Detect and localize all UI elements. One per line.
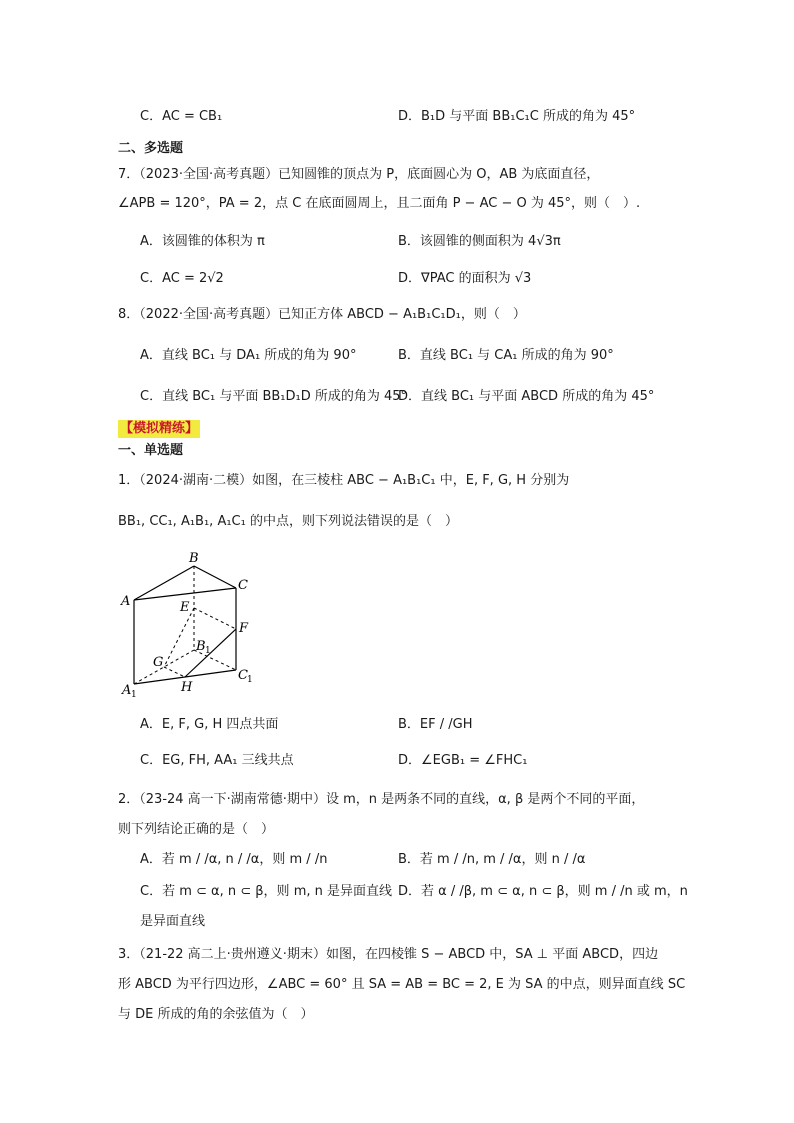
prism-figure: [118, 548, 268, 698]
q8-option-d: D．直线 BC₁ 与平面 ABCD 所成的角为 45°: [398, 389, 655, 404]
label-E: E: [180, 600, 190, 615]
q6-option-c: C．AC = CB₁: [140, 109, 223, 124]
section-single-choice: 一、单选题: [118, 443, 184, 458]
q7-option-b: B．该圆锥的侧面积为 4√3π: [398, 234, 561, 249]
p2-stem-line1: 2．（23-24 高一下·湖南常德·期中）设 m，n 是两条不同的直线，α, β 是两个不同的平面，: [118, 792, 645, 807]
label-G: G: [153, 655, 164, 670]
q7-stem-line1: 7．（2023·全国·高考真题）已知圆锥的顶点为 P，底面圆心为 O，AB 为底面直径，: [118, 167, 600, 182]
p1-option-a: A．E, F, G, H 四点共面: [140, 717, 279, 732]
q7-option-a: A．该圆锥的体积为 π: [140, 234, 265, 249]
label-B1: B: [196, 639, 206, 654]
label-B: B: [189, 551, 199, 566]
label-C1: C: [238, 668, 248, 683]
p1-stem-line1: 1．（2024·湖南·二模）如图，在三棱柱 ABC − A₁B₁C₁ 中，E, F, G, H 分别为: [118, 473, 570, 488]
p2-option-b: B．若 m / /n, m / /α，则 n / /α: [398, 852, 586, 867]
p3-stem-line2: 形 ABCD 为平行四边形，∠ABC = 60° 且 SA = AB = BC = 2, E 为 SA 的中点，则异面直线 SC: [118, 977, 686, 992]
q8-option-a: A．直线 BC₁ 与 DA₁ 所成的角为 90°: [140, 348, 357, 363]
q7-option-c: C．AC = 2√2: [140, 271, 224, 286]
edge-BC: [194, 566, 236, 588]
p1-option-d: D．∠EGB₁ = ∠FHC₁: [398, 753, 528, 768]
label-F: F: [239, 621, 249, 636]
q7-stem-line2: ∠APB = 120°，PA = 2，点 C 在底面圆周上，且二面角 P − AC − O 为 45°，则（ ）.: [118, 196, 641, 211]
label-A1: A: [122, 683, 132, 698]
section-multi-choice: 二、多选题: [118, 141, 184, 156]
p2-option-c: C．若 m ⊂ α, n ⊂ β，则 m, n 是异面直线: [140, 884, 392, 899]
segment-GH: [164, 667, 185, 677]
q8-stem: 8．（2022·全国·高考真题）已知正方体 ABCD − A₁B₁C₁D₁，则（ ）: [118, 307, 526, 322]
segment-EF: [194, 608, 236, 629]
p1-option-c: C．EG, FH, AA₁ 三线共点: [140, 753, 294, 768]
edge-AC: [134, 588, 236, 600]
segment-EG: [164, 608, 194, 667]
p3-stem-line1: 3．（21-22 高二上·贵州遵义·期末）如图，在四棱锥 S − ABCD 中，SA ⊥ 平面 ABCD，四边: [118, 947, 659, 962]
label-C: C: [238, 578, 248, 593]
p2-option-a: A．若 m / /α, n / /α，则 m / /n: [140, 852, 328, 867]
edge-AB: [134, 566, 194, 600]
q8-option-b: B．直线 BC₁ 与 CA₁ 所成的角为 90°: [398, 348, 614, 363]
p1-option-b: B．EF / /GH: [398, 717, 473, 732]
p2-option-d-continued: 是异面直线: [140, 914, 206, 929]
q8-option-c: C．直线 BC₁ 与平面 BB₁D₁D 所成的角为 45°: [140, 389, 408, 404]
p3-stem-line3: 与 DE 所成的角的余弦值为（ ）: [118, 1007, 314, 1022]
label-A1-sub: 1: [131, 690, 137, 698]
q7-option-d: D．∇PAC 的面积为 √3: [398, 271, 532, 286]
p1-stem-line2: BB₁, CC₁, A₁B₁, A₁C₁ 的中点，则下列说法错误的是（ ）: [118, 514, 458, 529]
p2-option-d: D．若 α / /β, m ⊂ α, n ⊂ β，则 m / /n 或 m，n: [398, 884, 688, 899]
q6-option-d: D．B₁D 与平面 BB₁C₁C 所成的角为 45°: [398, 109, 636, 124]
label-C1-sub: 1: [247, 675, 253, 685]
label-H: H: [181, 680, 193, 695]
label-A: A: [121, 594, 131, 609]
p2-stem-line2: 则下列结论正确的是（ ）: [118, 822, 275, 837]
mock-practice-tag: 【模拟精练】: [120, 421, 199, 436]
label-B1-sub: 1: [205, 646, 211, 656]
